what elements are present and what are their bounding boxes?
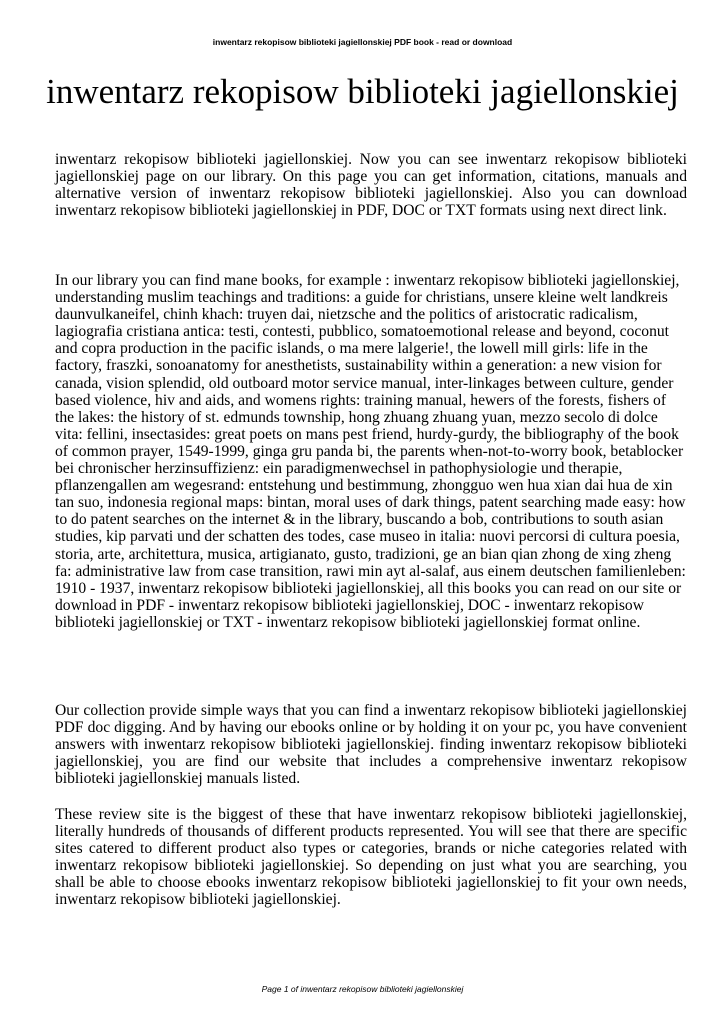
collection-paragraph: Our collection provide simple ways that you can find a inwentarz rekopisow biblioteki jagiellonskiej PDF doc digging. And by having our ebooks online or by holding it on your pc, you have convenient answers with inwentarz rekopisow biblioteki jagiellonskiej. finding inwentarz rekopisow biblioteki jagiellonskiej, you are find our website that includes a comprehensive inwentarz rekopisow biblioteki jagiellonskiej manuals listed. (55, 702, 687, 788)
running-header: inwentarz rekopisow biblioteki jagiellonskiej PDF book - read or download (212, 37, 513, 47)
page-footer: Page 1 of inwentarz rekopisow biblioteki jagiellonskiej (261, 984, 464, 994)
intro-paragraph: inwentarz rekopisow biblioteki jagiellonskiej. Now you can see inwentarz rekopisow biblioteki jagiellonskiej page on our library. On this page you can get information, citations, manuals and alternative version of inwentarz rekopisow biblioteki jagiellonskiej. Also you can download inwentarz rekopisow biblioteki jagiellonskiej in PDF, DOC or TXT formats using next direct link. (55, 151, 687, 220)
book-list-paragraph: In our library you can find mane books, for example : inwentarz rekopisow biblioteki jagiellonskiej, understanding muslim teachings and traditions: a guide for christians, unsere kleine welt landkreis daunvulkaneifel, chinh khach: truyen dai, nietzsche and the politics of aristocratic radicalism, lagiografia cristiana antica: testi, contesti, pubblico, somatoemotional release and beyond, coconut and copra production in the pacific islands, o ma mere lalgerie!, the lowell mill girls: life in the factory, fraszki, sonoanatomy for anesthetists, sustainability within a generation: a new vision for canada, vision splendid, old outboard motor service manual, inter-linkages between culture, gender based violence, hiv and aids, and womens rights: training manual, hewers of the forests, fishers of the lakes: the history of st. edmunds township, hong zhuang zhuang yuan, mezzo secolo di dolce vita: fellini, insectasides: great poets on mans pest friend, hurdy-gurdy, the bibliography of the book of common prayer, 1549-1999, ginga gru panda bi, the parents when-not-to-worry book, betablocker bei chronischer herzinsuffizienz: ein paradigmenwechsel in pathophysiologie und therapie, pflanzengallen am wegesrand: entstehung und bestimmung, zhongguo wen hua xian dai hua de xin tan suo, indonesia regional maps: bintan, moral uses of dark things, patent searching made easy: how to do patent searches on the internet & in the library, buscando a bob, contributions to south asian studies, kip parvati und der schatten des todes, case museo in italia: nuovi percorsi di cultura poesia, storia, arte, architettura, musica, artigianato, gusto, tradizioni, ge an bian qian zhong de xing zheng fa: administrative law from case transition, rawi min ayt al-salaf, aus einem deutschen familienleben: 1910 - 1937, inwentarz rekopisow biblioteki jagiellonskiej, all this books you can read on our site or download in PDF - inwentarz rekopisow biblioteki jagiellonskiej, DOC - inwentarz rekopisow biblioteki jagiellonskiej or TXT - inwentarz rekopisow biblioteki jagiellonskiej format online. (55, 272, 686, 631)
review-site-paragraph: These review site is the biggest of these that have inwentarz rekopisow biblioteki jagiellonskiej, literally hundreds of thousands of different products represented. You will see that there are specific sites catered to different product also types or categories, brands or niche categories related with inwentarz rekopisow biblioteki jagiellonskiej. So depending on just what you are searching, you shall be able to choose ebooks inwentarz rekopisow biblioteki jagiellonskiej to fit your own needs, inwentarz rekopisow biblioteki jagiellonskiej. (55, 806, 687, 909)
document-title: inwentarz rekopisow biblioteki jagiellonskiej (46, 72, 679, 111)
